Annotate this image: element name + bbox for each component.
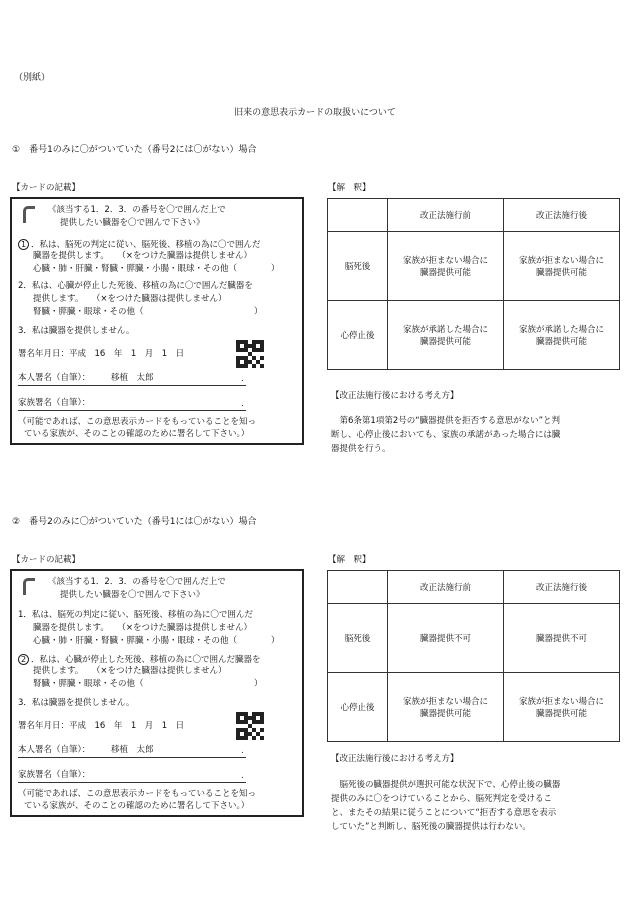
- case1-card: [10, 197, 304, 445]
- case2-card: [10, 569, 304, 817]
- card-item2-line2: 提供します。 （×をつけた臓器は提供しません）: [33, 666, 227, 676]
- card-family-label: 家族署名（自筆）：: [18, 398, 91, 408]
- doc-title: 旧来の意思表示カードの取扱いについて: [234, 108, 396, 118]
- approach-line: 器提供を行う。: [331, 444, 391, 454]
- case2-approach-text: [331, 778, 623, 834]
- card-note-line2: ている家族が、そのことの確認のために署名して下さい。）: [24, 801, 250, 811]
- approach-line: 脳死後の臓器提供が選択可能な状況下で、心停止後の臓器: [331, 780, 561, 790]
- approach-line: 第6条第1項第2号の“臓器提供を拒否する意思がない”と判: [331, 416, 561, 426]
- case2-interp-table: [327, 570, 620, 742]
- col-header-after: 改正法施行後: [504, 199, 620, 232]
- cell-row2-before-l1: 家族が拒まない場合に: [402, 697, 488, 707]
- cell-row2-after-l2: 臓器提供可能: [535, 709, 587, 719]
- card-note-line1: （可能であれば、この意思表示カードをもっていることを知っ: [18, 789, 257, 799]
- card-item2: [18, 282, 253, 291]
- card-item2: [18, 654, 261, 665]
- card-item1-organs: 心臓・肺・肝臓・腎臓・膵臓・小腸・眼球・その他（ ）: [33, 636, 280, 646]
- item2-number: 2: [18, 281, 24, 291]
- card-intro-line1: 《該当する1．2．3．の番号を〇で囲んだ上で: [48, 205, 226, 215]
- qr-code-icon: [236, 340, 264, 368]
- cell-row2-before-l2: 臓器提供可能: [419, 709, 471, 719]
- col-header-before: 改正法施行前: [388, 571, 504, 604]
- case1-interp-heading: 【解 釈】: [328, 183, 371, 193]
- card-family-end: .: [241, 399, 244, 409]
- item1-number: 1: [18, 610, 24, 620]
- card-item3: 3．私は臓器を提供しません。: [18, 326, 135, 336]
- case2-heading: ② 番号2のみに〇がついていた（番号1には〇がない）場合: [12, 517, 257, 527]
- row-label-brain-death: 脳死後: [328, 604, 388, 673]
- card-item1-text: ．私は、脳死の判定に従い、脳死後、移植の為に〇で囲んだ: [23, 610, 253, 620]
- cell-row2-after-l1: 家族が承諾した場合に: [518, 325, 604, 335]
- card-item2-text: ．私は、心臓が停止した死後、移植の為に〇で囲んだ臓器を: [31, 655, 261, 665]
- cell-row1-before-l1: 家族が拒まない場合に: [402, 256, 488, 266]
- card-item1-line2: 臓器を提供します。 （×をつけた臓器は提供しません）: [33, 623, 252, 633]
- circled-number-marker: 2: [18, 654, 29, 665]
- attachment-label: （別紙）: [14, 73, 51, 83]
- case1-card-heading: 【カードの記載】: [12, 183, 81, 193]
- card-sign-value: 移植 太郎: [111, 373, 154, 383]
- case2-approach-heading: 【改正法施行後における考え方】: [331, 754, 459, 764]
- card-family-label: 家族署名（自筆）：: [18, 770, 91, 780]
- cell-row1-after-l2: 臓器提供可能: [535, 268, 587, 278]
- card-item1-line2: 臓器を提供します。 （×をつけた臓器は提供しません）: [33, 251, 252, 261]
- family-underline: [18, 782, 246, 783]
- cell-row2-before: [388, 673, 504, 742]
- card-note-line2: ている家族が、そのことの確認のために署名して下さい。）: [24, 429, 250, 439]
- card-intro-line2: 提供したい臓器を〇で囲んで下さい》: [60, 218, 205, 228]
- col-header-before: 改正法施行前: [388, 199, 504, 232]
- cell-row2-after: [504, 673, 620, 742]
- approach-line: 提供のみに〇をつけていることから、脳死判定を受けるこ: [331, 794, 553, 804]
- cell-row1-after-l1: 家族が拒まない場合に: [518, 256, 604, 266]
- case1-approach-heading: 【改正法施行後における考え方】: [331, 391, 459, 401]
- cell-row2-after-l2: 臓器提供可能: [535, 337, 587, 347]
- cell-row1-after: [504, 232, 620, 301]
- corner-bracket-icon: [23, 578, 35, 595]
- circled-number-marker: 1: [18, 239, 29, 250]
- row-label-brain-death: 脳死後: [328, 232, 388, 301]
- case2-interp-heading: 【解 釈】: [328, 555, 371, 565]
- sign-underline: [18, 385, 246, 386]
- cell-row2-after-l1: 家族が拒まない場合に: [518, 697, 604, 707]
- card-item1-text: ．私は、脳死の判定に従い、脳死後、移植の為に〇で囲んだ: [31, 240, 261, 250]
- cell-row2-after: [504, 301, 620, 370]
- approach-line: していた”と判断し、脳死後の臓器提供は行わない。: [331, 822, 531, 832]
- card-date-line: 署名年月日：平成 16 年 1 月 1 日: [18, 721, 185, 731]
- card-date-line: 署名年月日：平成 16 年 1 月 1 日: [18, 349, 185, 359]
- card-item2-text: ．私は、心臓が停止した死後、移植の為に〇で囲んだ臓器を: [23, 281, 253, 291]
- card-item2-organs: 腎臓・膵臓・眼球・その他（ ）: [33, 307, 263, 317]
- card-sign-end: .: [241, 374, 244, 384]
- card-intro-line1: 《該当する1．2．3．の番号を〇で囲んだ上で: [48, 577, 226, 587]
- case1-interp-table: [327, 198, 620, 370]
- cell-row1-before-l2: 臓器提供可能: [419, 268, 471, 278]
- card-item1: [18, 611, 253, 620]
- cell-row2-before: [388, 301, 504, 370]
- qr-code-icon: [236, 712, 264, 740]
- col-header-after: 改正法施行後: [504, 571, 620, 604]
- card-intro-line2: 提供したい臓器を〇で囲んで下さい》: [60, 590, 205, 600]
- card-item1: [18, 239, 261, 250]
- card-item2-organs: 腎臓・膵臓・眼球・その他（ ）: [33, 679, 263, 689]
- family-underline: [18, 410, 246, 411]
- card-sign-label: 本人署名（自筆）：: [18, 745, 91, 755]
- approach-line: と、またその結果に従うことについて“拒否する意思を表示: [331, 808, 557, 818]
- case2-card-heading: 【カードの記載】: [12, 555, 81, 565]
- cell-row1-before: 臓器提供不可: [388, 604, 504, 673]
- cell-row1-before: [388, 232, 504, 301]
- table-corner-cell: [328, 571, 388, 604]
- card-sign-label: 本人署名（自筆）：: [18, 373, 91, 383]
- card-item2-line2: 提供します。 （×をつけた臓器は提供しません）: [33, 294, 227, 304]
- case1-heading: ① 番号1のみに〇がついていた（番号2には〇がない）場合: [12, 145, 257, 155]
- card-family-end: .: [241, 771, 244, 781]
- card-note-line1: （可能であれば、この意思表示カードをもっていることを知っ: [18, 417, 257, 427]
- sign-underline: [18, 757, 246, 758]
- row-label-cardiac-death: 心停止後: [328, 301, 388, 370]
- corner-bracket-icon: [23, 206, 35, 223]
- approach-line: 断し、心停止後においても、家族の承諾があった場合には臓: [331, 430, 561, 440]
- cell-row2-before-l2: 臓器提供可能: [419, 337, 471, 347]
- case1-approach-text: [331, 414, 623, 456]
- table-corner-cell: [328, 199, 388, 232]
- card-item1-organs: 心臓・肺・肝臓・腎臓・膵臓・小腸・眼球・その他（ ）: [33, 264, 280, 274]
- card-sign-value: 移植 太郎: [111, 745, 154, 755]
- card-sign-end: .: [241, 746, 244, 756]
- row-label-cardiac-death: 心停止後: [328, 673, 388, 742]
- card-item3: 3．私は臓器を提供しません。: [18, 698, 135, 708]
- cell-row2-before-l1: 家族が承諾した場合に: [402, 325, 488, 335]
- cell-row1-after: 臓器提供不可: [504, 604, 620, 673]
